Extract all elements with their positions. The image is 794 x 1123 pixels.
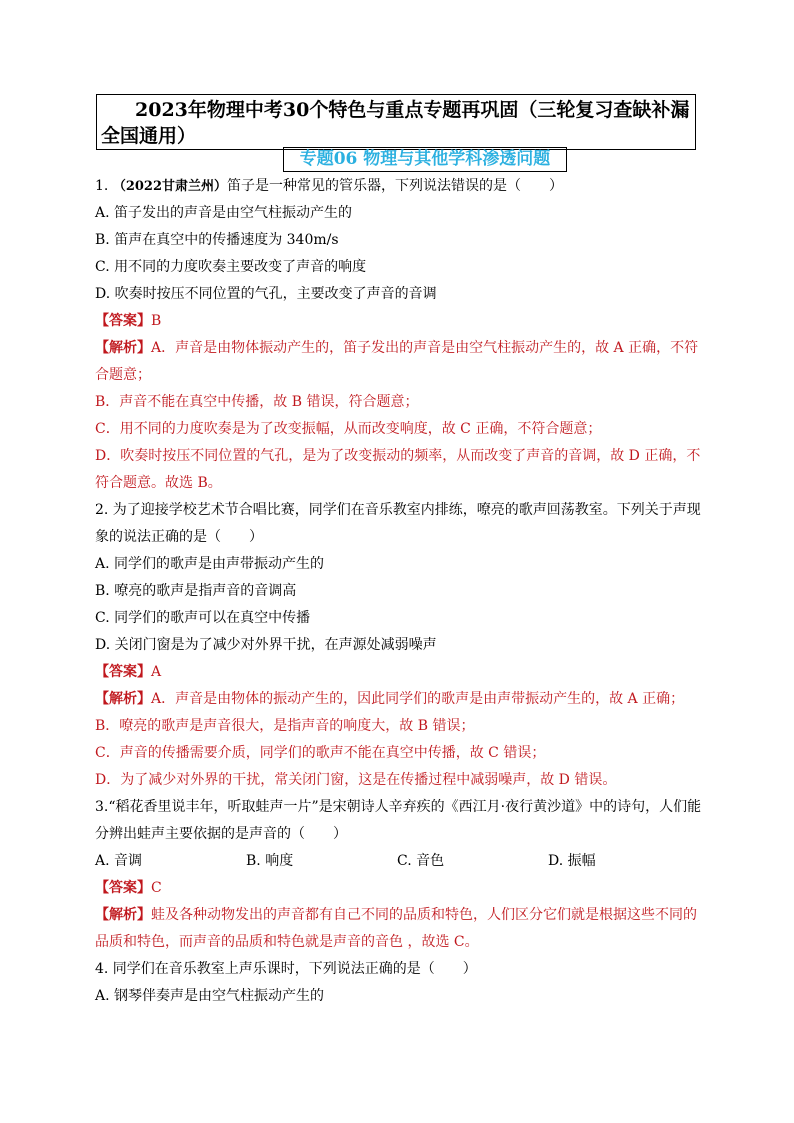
q1-answer	[95, 308, 699, 335]
q2-option-c: C. 同学们的歌声可以在真空中传播	[95, 610, 311, 626]
q1-option-b: B. 笛声在真空中的传播速度为 340m/s	[95, 232, 339, 248]
document-title: 2023年物理中考30个特色与重点专题再巩固（三轮复习查缺补漏全国通用）	[96, 94, 696, 150]
q1-analysis-line	[95, 335, 699, 362]
question-content	[95, 173, 702, 1010]
q4-stem: 4. 同学们在音乐教室上声乐课时，下列说法正确的是（ ）	[95, 961, 477, 977]
q2-answer	[95, 659, 699, 686]
q1-analysis-line: C．用不同的力度吹奏是为了改变振幅，从而改变响度，故 C 正确，不符合题意；	[95, 421, 602, 437]
q2-analysis-line: D．为了减少对外界的干扰，常关闭门窗，这是在传播过程中减弱噪声，故 D 错误。	[95, 772, 617, 788]
q1-analysis-line: 合题意；	[95, 367, 151, 383]
analysis-tag: 【解析】	[95, 691, 151, 707]
q4-option-a: A. 钢琴伴奏声是由空气柱振动产生的	[95, 988, 325, 1004]
q1-stem-text: 笛子是一种常见的管乐器，下列说法错误的是（ ）	[227, 178, 563, 194]
analysis-tag: 【解析】	[95, 907, 151, 923]
analysis-tag: 【解析】	[95, 340, 151, 356]
q3-option-c: C. 音色	[397, 853, 445, 869]
q1-option-c: C. 用不同的力度吹奏主要改变了声音的响度	[95, 259, 367, 275]
q3-option-a: A. 音调	[95, 853, 143, 869]
q1-stem	[95, 173, 699, 200]
q2-stem-line: 2. 为了迎接学校艺术节合唱比赛，同学们在音乐教室内排练，嘹亮的歌声回荡教室。下列关于声现	[95, 502, 701, 518]
answer-tag: 【答案】	[95, 313, 151, 329]
topic-heading: 专题06 物理与其他学科渗透问题	[283, 147, 567, 172]
answer-tag: 【答案】	[95, 664, 151, 680]
q2-analysis-line: C．声音的传播需要介质，同学们的歌声不能在真空中传播，故 C 错误；	[95, 745, 546, 761]
answer-tag: 【答案】	[95, 880, 151, 896]
q1-analysis-line: D．吹奏时按压不同位置的气孔，是为了改变振动的频率，从而改变了声音的音调，故 D 正确，不	[95, 448, 701, 464]
q3-stem-line: 分辨出蛙声主要依据的是声音的（ ）	[95, 826, 347, 842]
q2-option-b: B. 嘹亮的歌声是指声音的音调高	[95, 583, 297, 599]
q3-analysis-text: 蛙及各种动物发出的声音都有自己不同的品质和特色，人们区分它们就是根据这些不同的	[151, 907, 697, 923]
q2-option-a: A. 同学们的歌声是由声带振动产生的	[95, 556, 325, 572]
q1-analysis-line: 符合题意。故选 B。	[95, 475, 222, 491]
q3-answer	[95, 875, 699, 902]
q1-option-a: A. 笛子发出的声音是由空气柱振动产生的	[95, 205, 353, 221]
q3-analysis-line: 品质和特色，而声音的品质和特色就是声音的音色 ，故选 C。	[95, 934, 479, 950]
q3-answer-value: C	[151, 880, 162, 896]
q3-analysis-line	[95, 902, 699, 929]
q3-stem-line: 3.“稻花香里说丰年，听取蛙声一片”是宋朝诗人辛弃疾的《西江月·夜行黄沙道》中的诗句，人们能	[95, 799, 702, 815]
q1-option-d: D. 吹奏时按压不同位置的气孔，主要改变了声音的音调	[95, 286, 437, 302]
q1-answer-value: B	[151, 313, 162, 329]
q3-option-d: D. 振幅	[548, 853, 596, 869]
q1-analysis-line: B．声音不能在真空中传播，故 B 错误，符合题意；	[95, 394, 419, 410]
q2-answer-value: A	[151, 664, 162, 680]
q2-option-d: D. 关闭门窗是为了减少对外界干扰，在声源处减弱噪声	[95, 637, 437, 653]
q1-number: 1.	[95, 178, 109, 194]
q2-analysis-text: A．声音是由物体的振动产生的，因此同学们的歌声是由声带振动产生的，故 A 正确；	[151, 691, 685, 707]
q3-options	[95, 848, 699, 875]
q2-analysis-line: B．嘹亮的歌声是声音很大，是指声音的响度大，故 B 错误；	[95, 718, 475, 734]
q2-stem-line: 象的说法正确的是（ ）	[95, 529, 263, 545]
q1-analysis-text: A．声音是由物体振动产生的，笛子发出的声音是由空气柱振动产生的，故 A 正确，不符	[151, 340, 699, 356]
q2-analysis-line	[95, 686, 699, 713]
q3-option-b: B. 响度	[246, 853, 294, 869]
q1-source: （2022甘肃兰州）	[112, 179, 227, 194]
